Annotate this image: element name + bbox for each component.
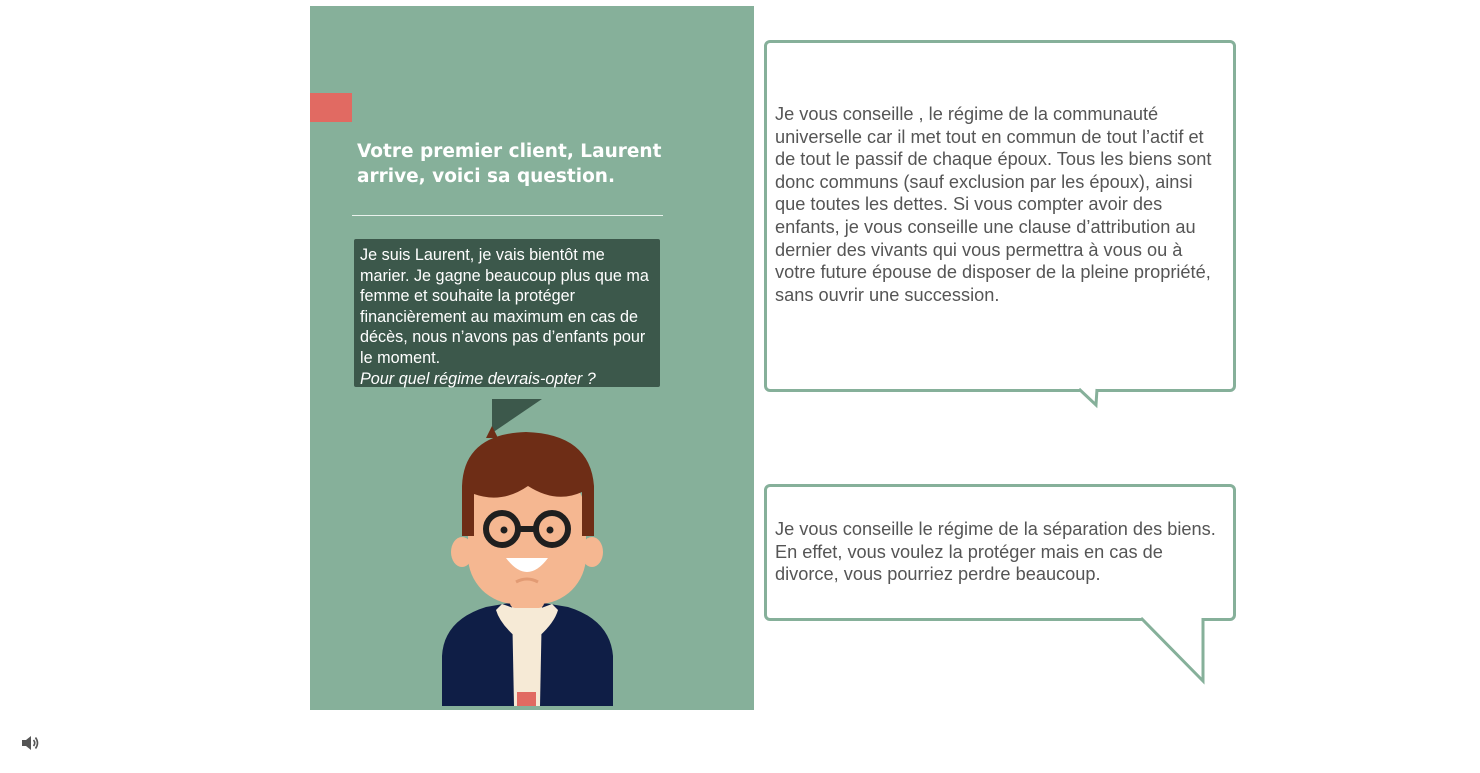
answer-option-separation[interactable] bbox=[764, 484, 1236, 621]
answer-bubble-tail bbox=[1076, 386, 1106, 410]
client-message: Je suis Laurent, je vais bientôt me marier. Je gagne beaucoup plus que ma femme et souhaite la protéger financièrement au maximum en cas de décès, nous n’avons pas d’enfants pour le moment. bbox=[360, 246, 649, 367]
answer-text: Je vous conseille le régime de la séparation des biens. En effet, vous voulez la protéger mais en cas de divorce, vous pourriez perdre beaucoup. bbox=[775, 519, 1216, 585]
scenario-title: Votre premier client, Laurent arrive, voici sa question. bbox=[357, 141, 662, 187]
client-speech-bubble bbox=[354, 239, 660, 387]
client-question: Pour quel régime devrais-opter ? bbox=[360, 369, 596, 388]
client-avatar bbox=[440, 424, 615, 706]
answer-option-communaute[interactable] bbox=[764, 40, 1236, 392]
title-divider bbox=[352, 215, 663, 216]
answer-text: Je vous conseille , le régime de la communauté universelle car il met tout en commun de tout l’actif et de tout le passif de chaque époux. Tous les biens sont donc communs (sauf exclusion par les époux), ainsi que toutes les dettes. Si vous compter avoir des enfants, je vous conseille une clause d’attribution au dernier des vivants qui vous permettra à vous ou à votre future épouse de disposer de la pleine propriété, sans ouvrir une succession. bbox=[775, 104, 1212, 305]
scenario-panel bbox=[310, 6, 754, 710]
speaker-icon[interactable] bbox=[20, 734, 40, 752]
accent-marker bbox=[310, 93, 352, 122]
answer-bubble-tail bbox=[1138, 615, 1210, 685]
